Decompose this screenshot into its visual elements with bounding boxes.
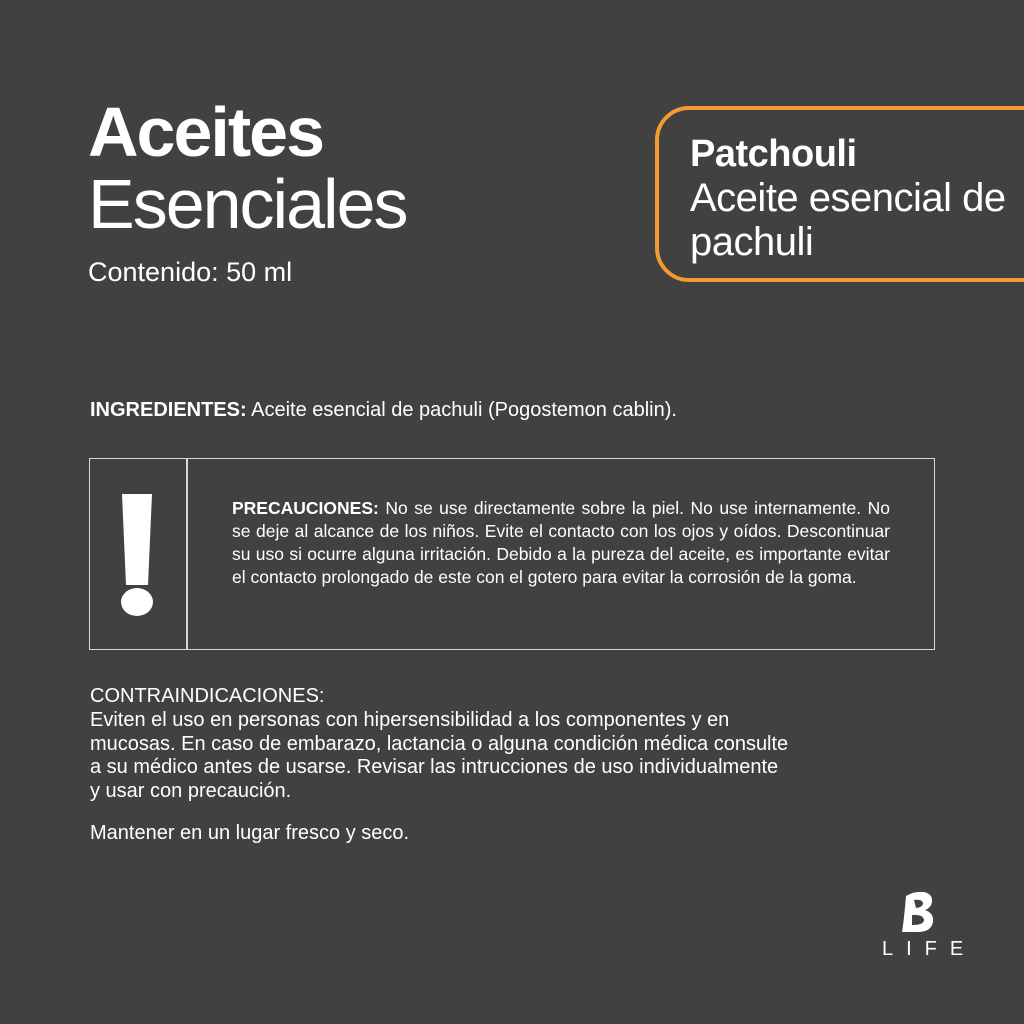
product-name: Patchouli	[690, 133, 857, 175]
content-volume: Contenido: 50 ml	[88, 257, 293, 287]
precautions-text: No se use directamente sobre la piel. No use internamente. No se deje al alcance de los niños. Evite el contacto con los ojos y oídos. Descontinuar su uso si ocurre alguna irritación. Debido a la pureza del aceite, es importante evitar el contacto prolongado de este con el gotero para evitar la corrosión de la goma.	[232, 498, 890, 587]
title-line-2: Esenciales	[88, 165, 407, 243]
precautions-text-block	[232, 497, 890, 589]
brand-name: LIFE	[882, 938, 977, 960]
brand-logo	[900, 890, 936, 939]
product-description: Aceite esencial de pachuli	[690, 176, 1006, 264]
title-line-1: Aceites	[88, 93, 324, 171]
ingredients-label: INGREDIENTES:	[90, 399, 247, 421]
contraindications-title: CONTRAINDICACIONES:	[90, 685, 325, 707]
ingredients-text: Aceite esencial de pachuli (Pogostemon cablin).	[246, 399, 677, 421]
precautions-divider	[186, 458, 188, 650]
ingredients-line	[90, 396, 677, 424]
storage-note: Mantener en un lugar fresco y seco.	[90, 822, 410, 844]
exclamation-icon	[113, 490, 161, 625]
contraindications-text: Eviten el uso en personas con hipersensibilidad a los componentes y en mucosas. En caso de embarazo, lactancia o alguna condición médica consulte a su médico antes de usarse. Revisar las intrucciones de uso individualmente y usar con precaución.	[90, 709, 789, 802]
precautions-label: PRECAUCIONES:	[232, 498, 379, 518]
